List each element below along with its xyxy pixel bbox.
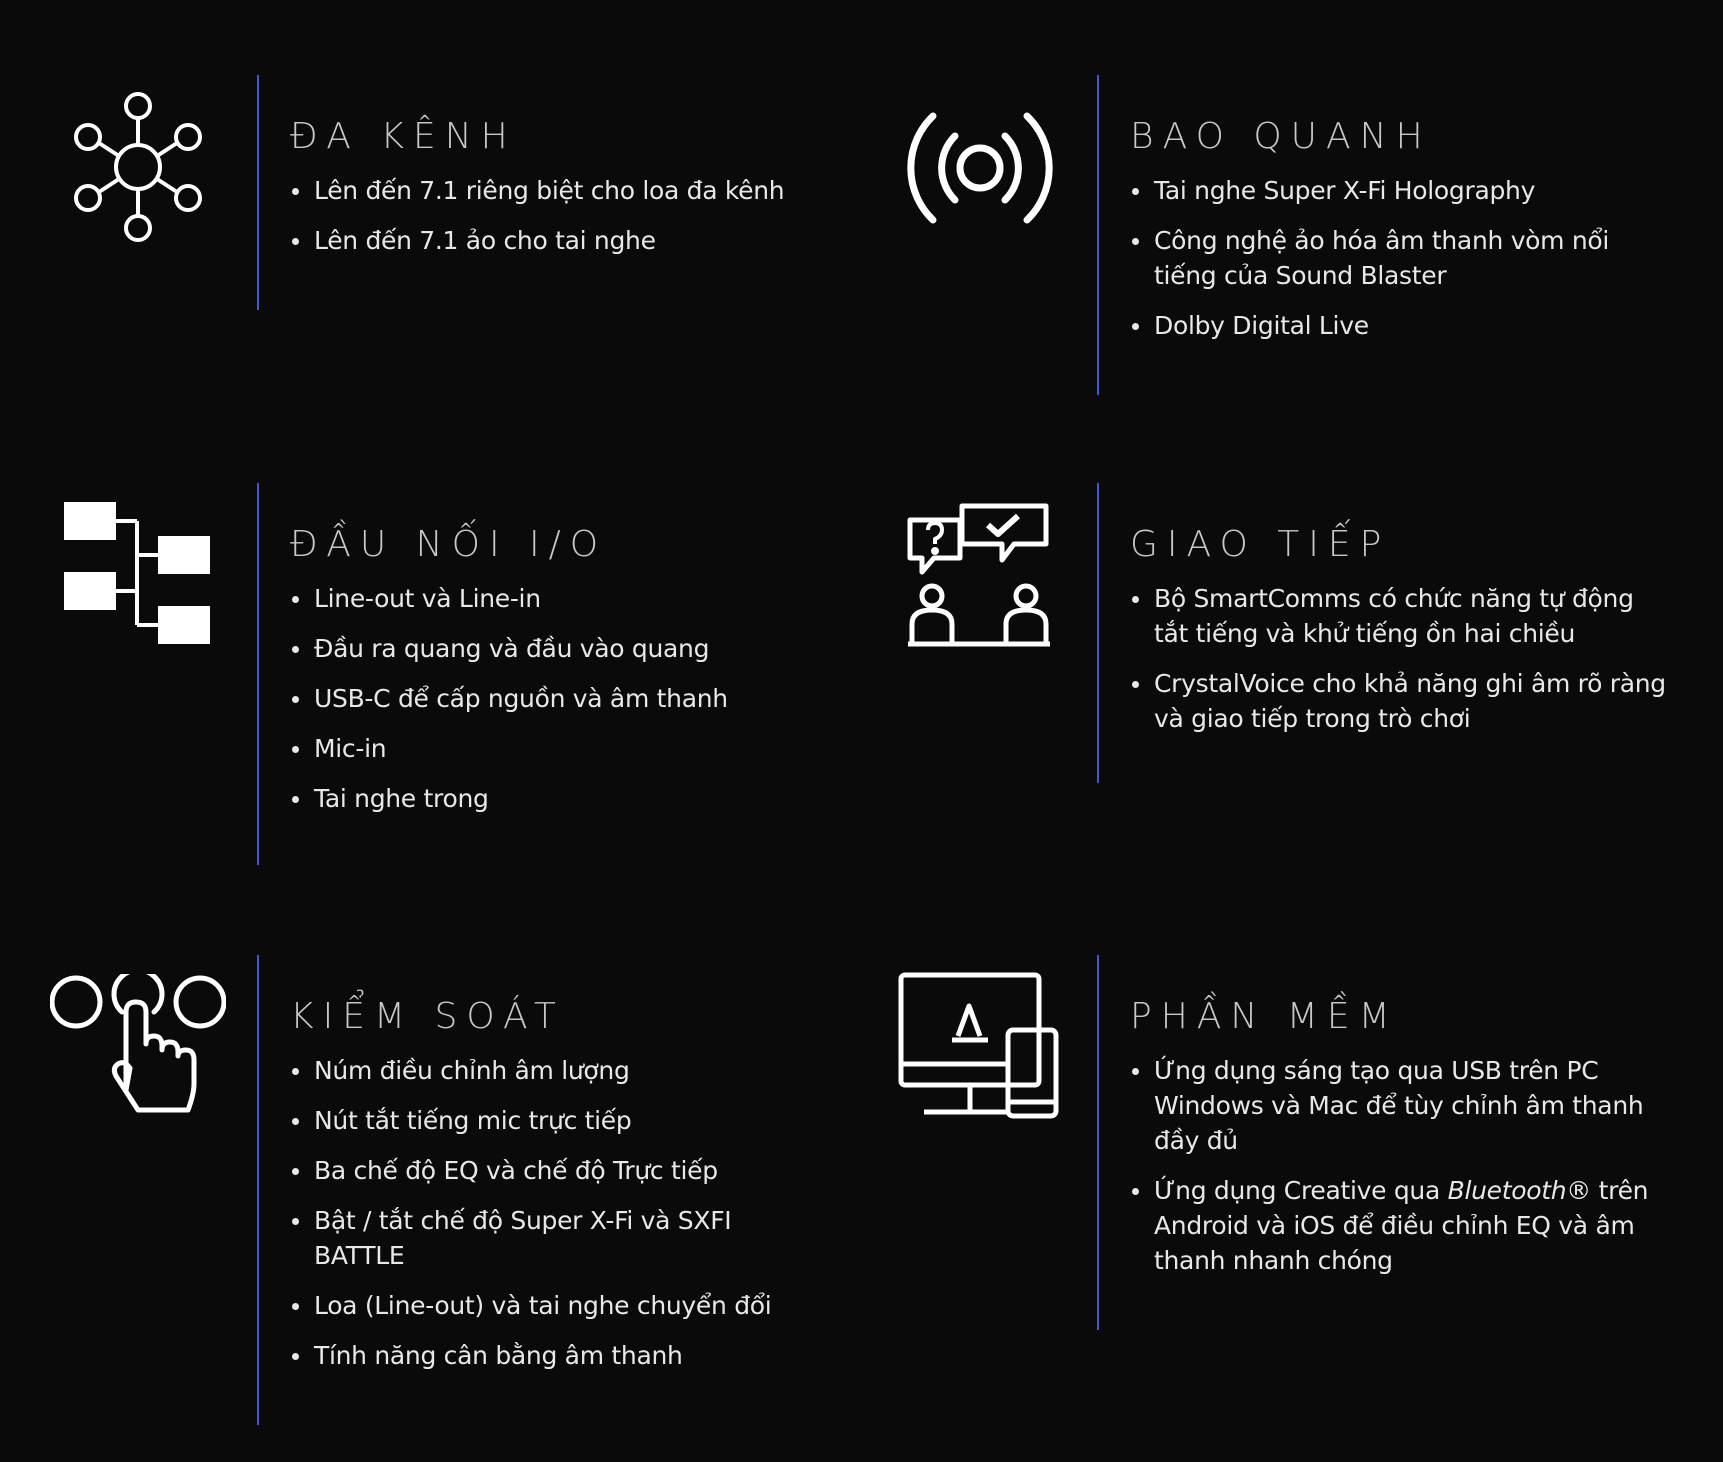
list-item: Loa (Line-out) và tai nghe chuyển đổi [290, 1288, 810, 1323]
list-item: Line-out và Line-in [290, 581, 810, 616]
list-item: Lên đến 7.1 ảo cho tai nghe [290, 223, 810, 258]
bluetooth-trademark: Bluetooth® [1447, 1176, 1591, 1205]
feature-kiem-soat [50, 950, 810, 1430]
feature-list [290, 1053, 810, 1373]
list-item: Công nghệ ảo hóa âm thanh vòm nổi tiếng của Sound Blaster [1130, 223, 1670, 293]
list-item: Tai nghe Super X-Fi Holography [1130, 173, 1670, 208]
feature-dau-noi-io [50, 478, 810, 868]
feature-divider [1097, 483, 1099, 783]
list-item: Nút tắt tiếng mic trực tiếp [290, 1103, 810, 1138]
feature-bao-quanh [890, 70, 1690, 400]
io-connectors-icon [64, 502, 210, 648]
list-item: Mic-in [290, 731, 810, 766]
conversation-icon [904, 500, 1054, 648]
feature-list [290, 581, 810, 816]
feature-title: BAO QUANH [1130, 116, 1432, 157]
feature-divider [1097, 75, 1099, 395]
feature-giao-tiep [890, 478, 1690, 788]
feature-da-kenh [50, 70, 810, 310]
list-item [1130, 1173, 1670, 1278]
feature-divider [257, 955, 259, 1425]
list-item: Dolby Digital Live [1130, 308, 1670, 343]
feature-list [290, 173, 810, 258]
list-item: USB-C để cấp nguồn và âm thanh [290, 681, 810, 716]
feature-title: KIỂM SOÁT [290, 996, 565, 1037]
list-item: Ba chế độ EQ và chế độ Trực tiếp [290, 1153, 810, 1188]
network-hub-icon [68, 90, 208, 245]
surround-waves-icon [900, 108, 1060, 228]
list-item-text: Ứng dụng Creative qua [1154, 1176, 1448, 1205]
list-item: Đầu ra quang và đầu vào quang [290, 631, 810, 666]
feature-content [1130, 995, 1670, 1293]
feature-divider [1097, 955, 1099, 1330]
feature-content [1130, 115, 1670, 358]
desktop-mobile-icon [898, 972, 1060, 1120]
feature-list [1130, 1053, 1670, 1278]
list-item: Tai nghe trong [290, 781, 810, 816]
list-item: Bật / tắt chế độ Super X-Fi và SXFI BATTLE [290, 1203, 810, 1273]
feature-divider [257, 483, 259, 865]
list-item: CrystalVoice cho khả năng ghi âm rõ ràng và giao tiếp trong trò chơi [1130, 666, 1670, 736]
list-item: Ứng dụng sáng tạo qua USB trên PC Windows và Mac để tùy chỉnh âm thanh đầy đủ [1130, 1053, 1670, 1158]
list-item: Lên đến 7.1 riêng biệt cho loa đa kênh [290, 173, 810, 208]
list-item: Bộ SmartComms có chức năng tự động tắt tiếng và khử tiếng ồn hai chiều [1130, 581, 1670, 651]
feature-title: ĐA KÊNH [290, 116, 517, 157]
feature-title: GIAO TIẾP [1130, 524, 1391, 565]
feature-list [1130, 581, 1670, 736]
feature-content [290, 115, 810, 273]
list-item: Tính năng cân bằng âm thanh [290, 1338, 810, 1373]
feature-title: PHẦN MỀM [1130, 996, 1399, 1037]
list-item: Núm điều chỉnh âm lượng [290, 1053, 810, 1088]
feature-list [1130, 173, 1670, 343]
list-item-text: trên Android và iOS để điều chỉnh EQ và âm thanh nhanh chóng [1154, 1176, 1649, 1275]
feature-phan-mem [890, 950, 1690, 1330]
feature-divider [257, 75, 259, 310]
touch-control-icon [50, 974, 226, 1114]
feature-title: ĐẦU NỐI I/O [290, 524, 608, 565]
feature-content [1130, 523, 1670, 751]
feature-content [290, 523, 810, 831]
feature-content [290, 995, 810, 1388]
